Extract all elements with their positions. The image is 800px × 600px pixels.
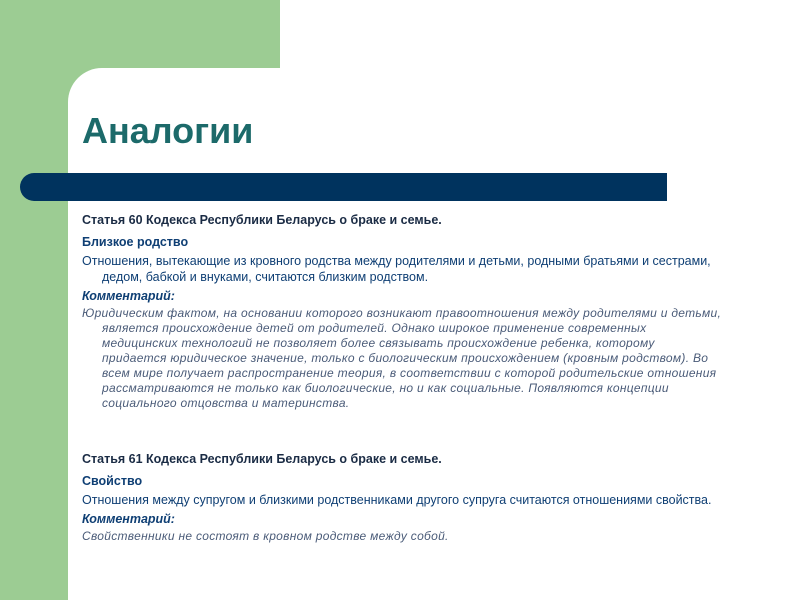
article-60-section — [82, 212, 722, 411]
article-61-subheading: Свойство — [82, 474, 143, 488]
article-60-comment-label: Комментарий: — [82, 289, 175, 303]
article-61-text: Отношения между супругом и близкими родственниками другого супруга считаются отношениями свойства. — [82, 493, 712, 507]
section-gap — [82, 411, 722, 451]
title-divider-bar — [20, 173, 667, 201]
article-61-comment-text: Свойственники не состоят в кровном родстве между собой. — [82, 529, 449, 543]
article-60-text: Отношения, вытекающие из кровного родства между родителями и детьми, родными братьями и сестрами, дедом, бабкой и внуками, считаются близким родством. — [82, 254, 711, 284]
article-60-heading: Статья 60 Кодекса Республики Беларусь о браке и семье. — [82, 213, 442, 227]
article-60-comment-text: Юридическим фактом, на основании которого возникают правоотношения между родителями и детьми, является происхождение детей от родителей. Однако широкое применение современных медицинских технологий не позволяет более связывать происхождение ребенка, которому придается юридическое значение, только с биологическим происхождением (кровным родством). Во всем мире получает распространение теория, в соответствии с которой родительские отношения рассматриваются не только как биологические, но и как социальные. Появляются концепции социального отцовства и материнства. — [82, 306, 722, 410]
article-61-comment-label: Комментарий: — [82, 512, 175, 526]
slide-content — [82, 212, 722, 544]
article-61-section — [82, 451, 722, 544]
article-60-subheading: Близкое родство — [82, 235, 189, 249]
slide-title: Аналогии — [82, 110, 254, 151]
article-61-heading: Статья 61 Кодекса Республики Беларусь о браке и семье. — [82, 452, 442, 466]
